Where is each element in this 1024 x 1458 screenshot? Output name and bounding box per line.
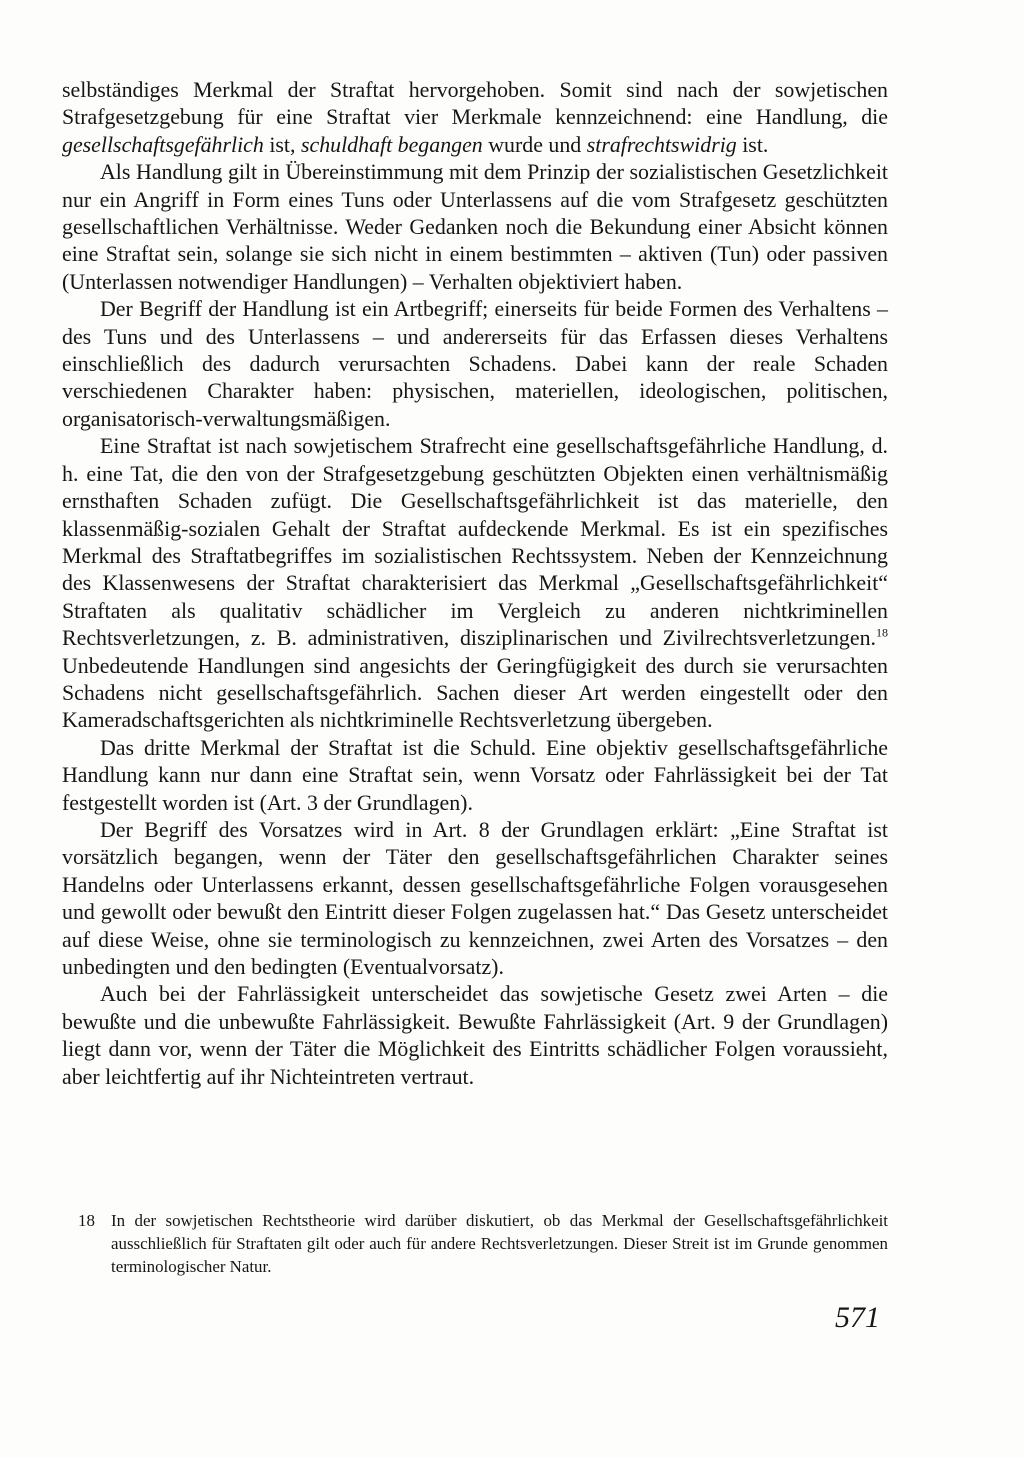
- text-run: Eine Straftat ist nach sowjetischem Strafrecht eine gesellschaftsgefährliche Handlung, d. h. eine Tat, die den von der Strafgesetzgebung geschützten Objekten einen verhältnismäßig ernsthaften Schaden zufügt. Die Gesellschaftsgefährlichkeit ist das materielle, den klassenmäßig-sozialen Gehalt der Straftat aufdeckende Merkmal. Es ist ein spezifisches Merkmal des Straftatbegriffes im sozialistischen Rechtssystem. Neben der Kennzeichnung des Klassenwesens der Straftat charakterisiert das Merkmal „Gesellschaftsgefährlichkeit“ Straftaten als qualitativ schädlicher im Vergleich zu anderen nichtkriminellen Rechtsverletzungen, z. B. administrativen, disziplinarischen und Zivilrechtsverletzungen.: [62, 433, 888, 651]
- paragraph: [62, 158, 888, 295]
- paragraph: [62, 980, 888, 1090]
- paragraph: [62, 816, 888, 980]
- text-run: Der Begriff der Handlung ist ein Artbegriff; einerseits für beide Formen des Verhaltens – des Tuns und des Unterlassens – und andererseits für das Erfassen dieses Verhaltens einschließlich des dadurch verursachten Schadens. Dabei kann der reale Schaden verschiedenen Charakter haben: physischen, materiellen, ideologischen, politischen, organisatorisch-verwaltungsmäßigen.: [62, 296, 888, 431]
- text-run: ist,: [263, 131, 301, 157]
- footnote-number: 18: [78, 1211, 95, 1230]
- paragraph: [62, 295, 888, 432]
- text-run: ist.: [736, 131, 769, 157]
- text-run: wurde und: [482, 131, 587, 157]
- text-run: Der Begriff des Vorsatzes wird in Art. 8 der Grundlagen erklärt: „Eine Straftat ist vorsätzlich begangen, wenn der Täter den gesellschaftsgefährlichen Charakter seines Handelns oder Unterlassens erkannt, dessen gesellschaftsgefährliche Folgen vorausgesehen und gewollt oder bewußt den Eintritt dieser Folgen zugelassen hat.“ Das Gesetz unterscheidet auf diese Weise, ohne sie terminologisch zu kennzeichnen, zwei Arten des Vorsatzes – den unbedingten und den bedingten (Eventualvorsatz).: [62, 816, 888, 979]
- text-run: Auch bei der Fahrlässigkeit unterscheidet das sowjetische Gesetz zwei Arten – die bewußte und die unbewußte Fahrlässigkeit. Bewußte Fahrlässigkeit (Art. 9 der Grundlagen) liegt dann vor, wenn der Täter die Möglichkeit des Eintritts schädlicher Folgen voraussieht, aber leichtfertig auf ihr Nichteintreten vertraut.: [62, 981, 888, 1089]
- paragraph: [62, 734, 888, 816]
- emphasis-text: gesellschaftsgefährlich: [62, 131, 264, 157]
- emphasis-text: schuldhaft begangen: [300, 131, 483, 157]
- text-run: selbständiges Merkmal der Straftat hervorgehoben. Somit sind nach der sowjetischen Strafgesetzgebung für eine Straftat vier Merkmale kennzeichnend: eine Handlung, die: [62, 77, 888, 130]
- text-run: Unbedeutende Handlungen sind angesichts der Geringfügigkeit des durch sie verursachten Schadens nicht gesellschaftsgefährlich. Sachen dieser Art werden eingestellt oder den Kameradschaftsgerichten als nichtkriminelle Rechtsverletzung übergeben.: [62, 652, 888, 733]
- text-run: Das dritte Merkmal der Straftat ist die Schuld. Eine objektiv gesellschaftsgefährliche Handlung kann nur dann eine Straftat sein, wenn Vorsatz oder Fahrlässigkeit bei der Tat festgestellt worden ist (Art. 3 der Grundlagen).: [62, 734, 888, 815]
- text-run: Als Handlung gilt in Übereinstimmung mit dem Prinzip der sozialistischen Gesetzlichkeit nur ein Angriff in Form eines Tuns oder Unterlassens auf die vom Strafgesetz geschützten gesellschaftlichen Verhältnisse. Weder Gedanken noch die Bekundung einer Absicht können eine Straftat sein, solange sie sich nicht in einem bestimmten – aktiven (Tun) oder passiven (Unterlassen notwendiger Handlungen) – Verhalten objektiviert haben.: [62, 159, 888, 294]
- paragraph: [62, 432, 888, 733]
- footnote: [62, 1209, 888, 1278]
- paragraph: [62, 76, 888, 158]
- emphasis-text: strafrechtswidrig: [586, 131, 737, 157]
- body-text: [62, 76, 888, 1090]
- footnote-reference: 18: [876, 625, 888, 640]
- page-number: 571: [835, 1301, 880, 1334]
- footnote-text: In der sowjetischen Rechtstheorie wird darüber diskutiert, ob das Merkmal der Gesellschaftsgefährlichkeit ausschließlich für Straftaten gilt oder auch für andere Rechtsverletzungen. Dieser Streit ist im Grunde genommen terminologischer Natur.: [111, 1211, 888, 1276]
